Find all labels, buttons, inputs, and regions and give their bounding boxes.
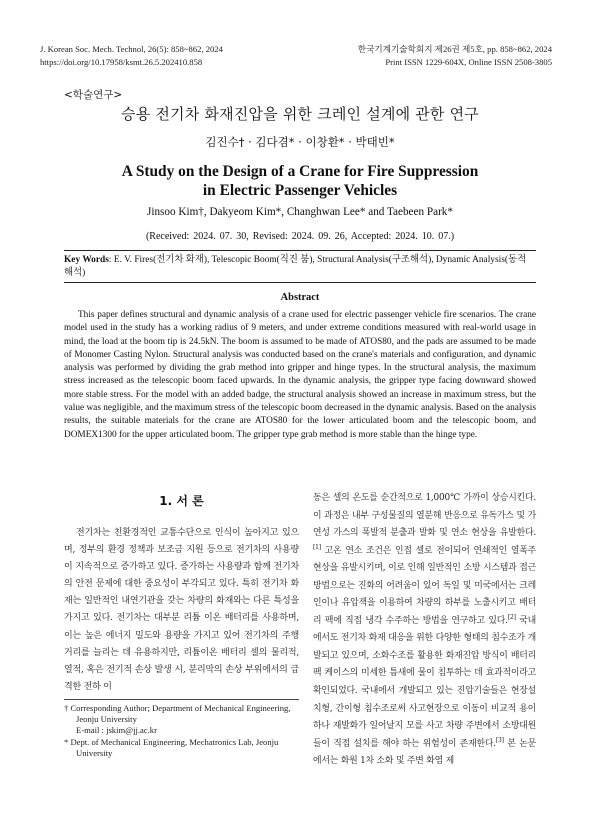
abstract-heading: Abstract — [280, 292, 320, 303]
footnote-rule — [64, 699, 299, 700]
keywords-top-rule — [64, 250, 536, 251]
intro-paragraph-left: 전기차는 친환경적인 교통수단으로 인식이 높아지고 있으며, 정부의 환경 정책과 보조금 지원 등으로 전기차의 사용량이 지속적으로 증가하고 있다. 증가하는 사용량과 함께 전기차의 안전 문제에 대한 중요성이 부각되고 있다. 특히 전기차 화재는 일반적인 내연기관을 갖는 차량의 화재와는 다른 특성을 가지고 있다. 전기차는 대부분 리튬 이온 배터리를 사용하며, 이는 높은 에너지 밀도와 용량을 가지고 있어 전기차의 주행 거리를 늘리는 데 유용하지만, 리튬이온 배터리 셀의 물리적, 열적, 혹은 전기적 손상 발생 시, 분리막의 손상 부위에서의 급격한 전하 이 — [64, 528, 299, 692]
authors-english: Jinsoo Kim†, Dakyeom Kim*, Changhwan Lee* and Taebeen Park* — [147, 206, 453, 218]
intro-text-c: 국내에서도 전기차 화재 대응을 위한 다양한 형태의 침수조가 개발되고 있으며, 소화수조를 활용한 화재진압 방식이 배터리팩 케이스의 미세한 틈새에 물이 침투하는 데 효과적이라고 확인되었다. 국내에서 개발되고 있는 진압기술들은 현장설치형, 간이형 침수조로써 사고현장으로 이동이 비교적 용이하나 재발화가 일어날지 모를 사고 차량 주변에서 소방대원들이 직접 설치를 해야 하는 위험성이 존재한다. — [313, 615, 536, 749]
keywords-bottom-rule — [64, 282, 536, 283]
keywords-block — [64, 254, 536, 280]
intro-text-a: 동은 셀의 온도를 순간적으로 1,000℃ 가까이 상승시킨다. 이 과정은 내부 구성물질의 열분해 반응으로 유독가스 및 가연성 가스의 폭발적 분출과 발화 및 연소 현상을 유발한다. — [313, 493, 536, 539]
citation-2[interactable]: [2] — [507, 613, 516, 621]
authors-korean: 김진수† · 김다겸* · 이창환* · 박태빈* — [205, 135, 395, 149]
abstract-text: This paper defines structural and dynamic analysis of a crane used for electric passenger vehicle fire scenarios. The crane model used in the study has a working radius of 9 meters, and under extreme conditions measured with real-world usage in mind, the load at the boom tip is 24.5kN. The boom is assumed to be made of ATOS80, and the pads are assumed to be made of Monomer Casting Nylon. Structural analysis was conducted based on the crane's materials and configuration, and dynamic analysis was performed by dividing the grab method into gripper and hinge types. In the structural analysis, the maximum stress increased as the telescopic boom faced upwards. In the dynamic analysis, the gripper type facing downward showed more stable stress. For the model with an added badge, the structural analysis showed an increase in maximum stress, but the value was negligible, and the maximum stress of the telescopic boom decreased in the dynamic analysis. Based on the analysis results, the suitable materials for the crane are ATOS80 for the lower articulated boom and the telescopic boom, and DOMEX1300 for the upper articulated boom. The gripper type grab method is more stable than the hinge type. — [64, 310, 536, 440]
title-english — [0, 162, 600, 200]
doi-link[interactable]: https://doi.org/10.17958/ksmt.26.5.202410.858 — [40, 57, 203, 67]
left-column — [64, 490, 299, 696]
intro-paragraph-right — [313, 490, 536, 771]
footnote-corresponding-author: † Corresponding Author; Department of Mechanical Engineering, Jeonju University — [64, 703, 291, 724]
footnote-affiliation: * Dept. of Mechanical Engineering, Mechatronics Lab, Jeonju University — [64, 737, 279, 758]
right-column — [313, 490, 536, 771]
keywords-list: : E. V. Fires(전기차 화재), Telescopic Boom(직진 붐), Structural Analysis(구조해석), Dynamic Analysis(동적 해석) — [64, 255, 527, 278]
keywords-label: Key Words — [64, 255, 109, 265]
citation-1[interactable]: [1] — [313, 543, 321, 551]
section-heading-introduction: 1. 서 론 — [159, 494, 204, 508]
title-korean: 승용 전기차 화재진압을 위한 크레인 설계에 관한 연구 — [121, 105, 479, 123]
citation-3[interactable]: [3] — [495, 736, 504, 744]
footnotes — [64, 703, 299, 760]
journal-citation: J. Korean Soc. Mech. Technol, 26(5): 858~862, 2024 — [40, 44, 223, 54]
received-dates: (Received: 2024. 07. 30, Revised: 2024. 09. 26, Accepted: 2024. 10. 07.) — [145, 231, 455, 242]
issn-info: Print ISSN 1229-604X, Online ISSN 2508-3805 — [385, 57, 552, 67]
footnote-email: E-mail : jskim@jj.ac.kr — [76, 725, 157, 736]
intro-text-d: 본 논문에서는 화원 1차 소화 및 주변 화염 제 — [313, 738, 536, 767]
intro-text-b: 고온 연소 조건은 인접 셀로 전이되어 연쇄적인 열폭주 현상을 유발시키며, 이로 인해 일반적인 소방 시스템과 접근 방법으로는 진화의 어려움이 있어 독일 및 미국에서는 크레인이나 유압잭을 이용하여 차량의 하부를 노출시키고 배터리 팩에 직접 냉각 수주하는 방법을 연구하고 있다. — [313, 545, 536, 626]
article-category: <학술연구> — [64, 89, 123, 101]
journal-citation-korean: 한국기계기술학회지 제26권 제5호, pp. 858~862, 2024 — [357, 44, 552, 54]
title-english-line2: in Electric Passenger Vehicles — [202, 182, 398, 199]
title-english-line1: A Study on the Design of a Crane for Fire Suppression — [121, 163, 479, 180]
